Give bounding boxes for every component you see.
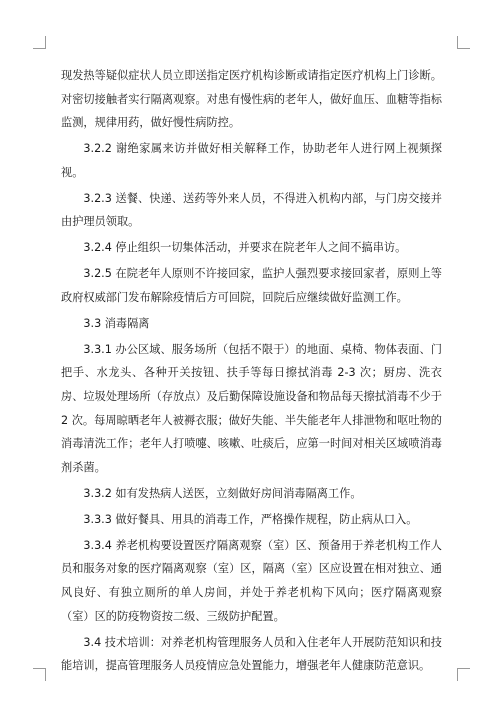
crop-mark-top-right	[457, 36, 470, 49]
paragraph-3-2-2: 3.2.2 谢绝家属来访并做好相关解释工作，协助老年人进行网上视频探视。	[61, 142, 442, 179]
section-heading-3-3: 3.3 消毒隔离	[83, 316, 150, 330]
paragraph-3-3-2: 3.3.2 如有发热病人送医，立刻做好房间消毒隔离工作。	[83, 486, 362, 500]
crop-mark-top-left	[33, 36, 46, 49]
document-body	[61, 64, 442, 680]
paragraph-3-3-1: 3.3.1 办公区域、服务场所（包括不限于）的地面、桌椅、物体表面、门把手、水龙头、各种开关按钮、扶手等每日擦拭消毒 2-3 次；厨房、洗衣房、垃圾处理场所（存放点）及后勤保障设施设备和物品每天擦拭消毒不少于 2 次。每周晾晒老年人被褥衣服；做好失能、半失能老年人排泄物和呕吐物的消毒清洗工作；老年人打喷嚏、咳嗽、吐痰后，应第一时间对相关区域喷消毒剂杀菌。	[61, 342, 442, 474]
paragraph-3-2-4: 3.2.4 停止组织一切集体活动，并要求在院老年人之间不搞串访。	[83, 241, 407, 255]
paragraph-3-3-4: 3.3.4 养老机构要设置医疗隔离观察（室）区、预备用于养老机构工作人员和服务对象的医疗隔离观察（室）区，隔离（室）区应设置在相对独立、通风良好、有独立厕所的单人房间，并处于养老机构下风向；医疗隔离观察（室）区的防疫物资按二级、三级防护配置。	[61, 538, 442, 623]
paragraph-3-3-3: 3.3.3 做好餐具、用具的消毒工作，严格操作规程，防止病从口入。	[83, 512, 418, 526]
paragraph-3-4: 3.4 技术培训：对养老机构管理服务人员和入住老年人开展防范知识和技能培训，提高管理服务人员疫情应急处置能力，增强老年人健康防范意识。	[61, 635, 442, 673]
crop-mark-bottom-right	[457, 668, 470, 681]
paragraph-3-2-3: 3.2.3 送餐、快递、送药等外来人员，不得进入机构内部，与门房交接并由护理员领取。	[61, 191, 442, 229]
crop-mark-bottom-left	[33, 668, 46, 681]
paragraph-continuation: 现发热等疑似症状人员立即送指定医疗机构诊断或请指定医疗机构上门诊断。对密切接触者实行隔离观察。对患有慢性病的老年人，做好血压、血糖等指标监测，规律用药，做好慢性病防控。	[61, 69, 442, 130]
paragraph-3-2-5: 3.2.5 在院老年人原则不许接回家，监护人强烈要求接回家者，原则上等政府权威部门发布解除疫情后方可回院，回院后应继续做好监测工作。	[61, 267, 442, 304]
